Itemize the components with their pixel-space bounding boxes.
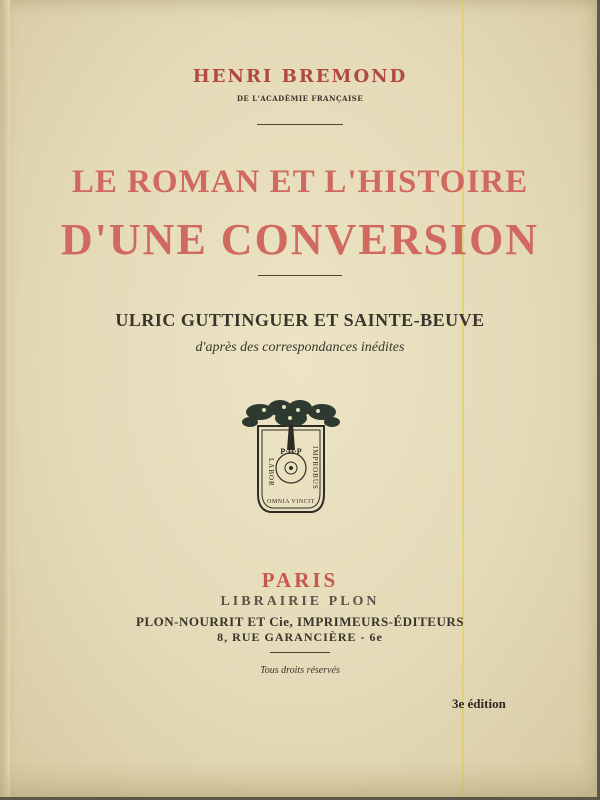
printers-line: PLON-NOURRIT ET Cie, IMPRIMEURS-ÉDITEURS (136, 614, 464, 629)
subtitle: ULRIC GUTTINGUER ET SAINTE-BEUVE (115, 310, 485, 330)
emblem-monogram: P·H·P (280, 447, 302, 456)
publisher-name: LIBRAIRIE PLON (220, 594, 380, 609)
cover-left-edge (2, 0, 10, 797)
author-name: HENRI BREMOND (192, 66, 408, 87)
tree-emblem-icon (240, 398, 342, 518)
title-line-2: D'UNE CONVERSION (60, 215, 540, 264)
emblem-motto-left: LABOR (267, 458, 275, 487)
title-line-1: LE ROMAN ET L'HISTOIRE (71, 164, 529, 200)
edition-label: 3e édition (452, 696, 506, 711)
subtitle-note: d'après des correspondances inédites (195, 340, 405, 355)
divider-rule-bottom (270, 652, 330, 653)
cover-bottom-edge (0, 760, 597, 797)
publication-place: PARIS (261, 568, 339, 592)
divider-rule-top (257, 124, 343, 125)
cover-fold-line (462, 0, 464, 797)
publisher-address: 8, RUE GARANCIÈRE - 6e (217, 630, 383, 644)
emblem-motto-right: IMPROBUS (311, 446, 319, 490)
divider-rule-middle (258, 275, 342, 276)
emblem-motto-bottom: OMNIA VINCIT (267, 499, 315, 505)
rights-notice: Tous droits réservés (260, 665, 340, 676)
author-affiliation: DE L'ACADÉMIE FRANÇAISE (236, 94, 364, 103)
